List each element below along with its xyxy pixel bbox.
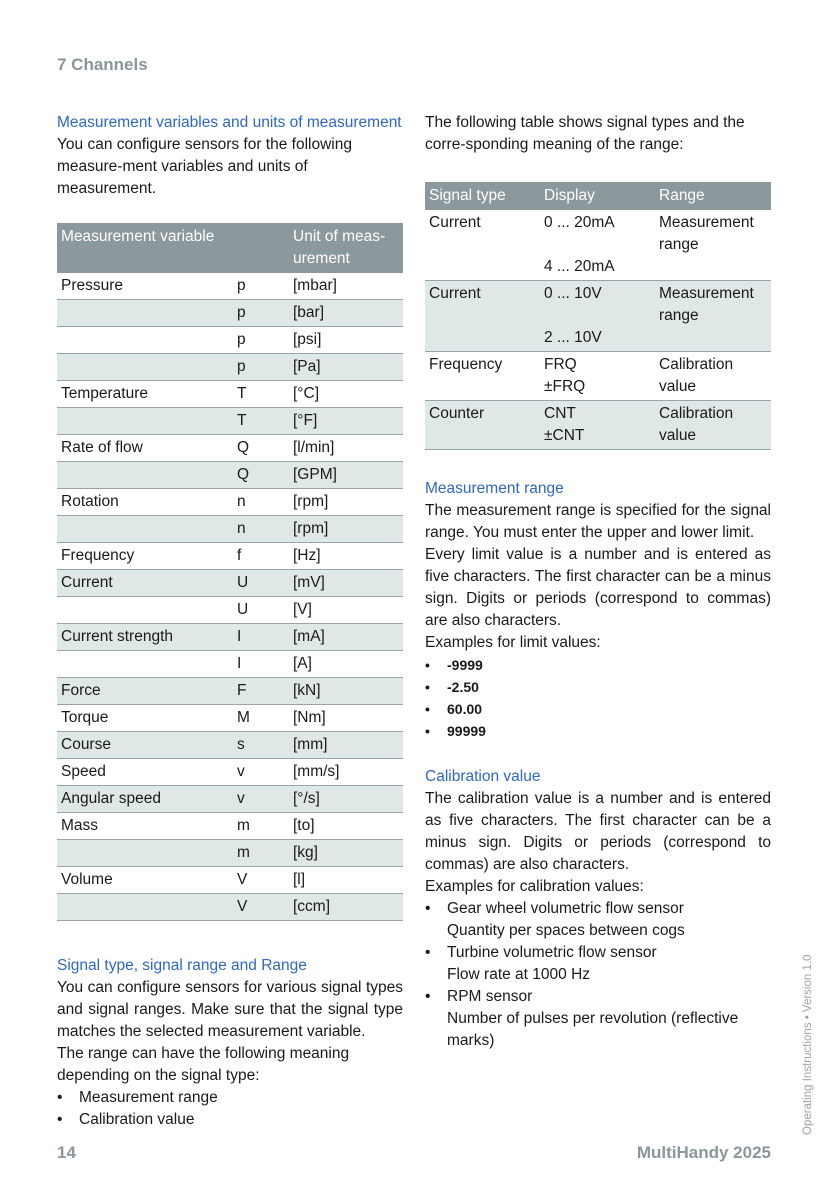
table-row (57, 300, 403, 327)
list-item: • -9999 (425, 654, 771, 676)
cell-symbol: f (233, 543, 289, 570)
cell-variable (57, 894, 233, 921)
bullet-icon: • (425, 944, 431, 961)
cell-signal-type: Current (425, 281, 540, 352)
cell-unit: [to] (289, 813, 403, 840)
display-value: 0 ... 10V (544, 285, 602, 302)
cell-variable: Pressure (57, 273, 233, 300)
table-row (57, 597, 403, 624)
bullet-icon: • (425, 657, 430, 673)
table-row (57, 435, 403, 462)
cell-symbol: I (233, 651, 289, 678)
table-row (57, 624, 403, 651)
cell-variable: Speed (57, 759, 233, 786)
cell-symbol: T (233, 381, 289, 408)
cell-variable: Rotation (57, 489, 233, 516)
section-text-variables: You can configure sensors for the following measure-ment variables and units of measurement. (57, 136, 352, 197)
cell-variable (57, 408, 233, 435)
cell-variable: Volume (57, 867, 233, 894)
table-row (57, 489, 403, 516)
page-number: 14 (57, 1143, 76, 1162)
cell-signal-type: Current (425, 210, 540, 281)
list-item: • Measurement range (57, 1087, 403, 1109)
left-column (57, 112, 403, 1131)
display-value: ±FRQ (544, 378, 586, 395)
calibration-text-2: Examples for calibration values: (425, 878, 644, 895)
cell-unit: [mV] (289, 570, 403, 597)
cell-unit: [mm/s] (289, 759, 403, 786)
table-header-variable: Measurement variable (57, 223, 233, 273)
cell-symbol: U (233, 570, 289, 597)
cell-variable: Mass (57, 813, 233, 840)
cell-display (540, 281, 655, 352)
cell-symbol: v (233, 759, 289, 786)
signal-table-body (425, 210, 771, 450)
table-row (57, 813, 403, 840)
range-meaning-list (57, 1087, 403, 1131)
display-value: ±CNT (544, 427, 585, 444)
cell-unit: [Pa] (289, 354, 403, 381)
table-row (57, 273, 403, 300)
table-row (57, 705, 403, 732)
section-heading-variables: Measurement variables and units of measurement (57, 114, 402, 131)
display-value: FRQ (544, 356, 577, 373)
measurement-range-text-3: Examples for limit values: (425, 634, 601, 651)
cell-display (540, 210, 655, 281)
cell-variable (57, 516, 233, 543)
signal-table (425, 182, 771, 450)
table-row (57, 354, 403, 381)
cell-unit: [rpm] (289, 516, 403, 543)
table-row (57, 732, 403, 759)
cell-variable (57, 354, 233, 381)
table-row (57, 786, 403, 813)
calibration-examples-list (425, 898, 771, 1052)
cell-display (540, 352, 655, 401)
cell-variable: Rate of flow (57, 435, 233, 462)
cell-symbol: M (233, 705, 289, 732)
cell-unit: [kN] (289, 678, 403, 705)
cell-symbol: p (233, 273, 289, 300)
variables-table (57, 223, 403, 921)
section-text-signal-2: The range can have the following meaning depending on the signal type: (57, 1045, 350, 1084)
table-row (57, 840, 403, 867)
table-header-signal-type: Signal type (425, 182, 540, 210)
section-text-signal-1: You can configure sensors for various signal types and signal ranges. Make sure that the signal type matches the selected measurement variable. (57, 979, 403, 1040)
display-value: 4 ... 20mA (544, 258, 615, 275)
list-item: • -2.50 (425, 676, 771, 698)
cell-symbol: U (233, 597, 289, 624)
cell-signal-type: Counter (425, 401, 540, 450)
cell-symbol: I (233, 624, 289, 651)
cell-unit: [°/s] (289, 786, 403, 813)
table-row (57, 651, 403, 678)
cell-symbol: m (233, 840, 289, 867)
bullet-icon: • (425, 723, 430, 739)
cell-variable (57, 462, 233, 489)
cell-unit: [Nm] (289, 705, 403, 732)
table-row (425, 401, 771, 450)
table-row (57, 867, 403, 894)
list-item: • 99999 (425, 720, 771, 742)
cell-range: Measurement range (655, 281, 771, 352)
calibration-text-1: The calibration value is a number and is entered as five characters. The first character can be a minus sign. Digits or periods (correspond to commas) are also characters. (425, 790, 771, 873)
chapter-title: 7 Channels (57, 55, 148, 74)
cell-variable (57, 327, 233, 354)
cell-symbol: m (233, 813, 289, 840)
cell-range: Calibration value (655, 401, 771, 450)
document-version: Operating Instructions • Version 1.0 (802, 954, 814, 1135)
cell-symbol: Q (233, 435, 289, 462)
list-item: • Turbine volumetric flow sensor Flow rate at 1000 Hz (425, 944, 657, 983)
table-header-range: Range (655, 182, 771, 210)
cell-unit: [rpm] (289, 489, 403, 516)
bullet-icon: • (425, 988, 431, 1005)
table-row (57, 543, 403, 570)
table-row (57, 408, 403, 435)
cell-unit: [V] (289, 597, 403, 624)
cell-symbol: F (233, 678, 289, 705)
list-item: • RPM sensor Number of pulses per revolution (reflective marks) (425, 988, 739, 1049)
cell-range: Measurement range (655, 210, 771, 281)
measurement-range-text-2: Every limit value is a number and is entered as five characters. The first character can be a minus sign. Digits or periods (correspond to commas) are also characters. (425, 546, 771, 629)
table-row (57, 381, 403, 408)
cell-variable: Force (57, 678, 233, 705)
bullet-icon: • (425, 701, 430, 717)
cell-unit: [l] (289, 867, 403, 894)
cell-unit: [°C] (289, 381, 403, 408)
cell-symbol: p (233, 354, 289, 381)
cell-variable (57, 300, 233, 327)
cell-unit: [A] (289, 651, 403, 678)
table-header-symbol (233, 223, 289, 273)
table-header-display: Display (540, 182, 655, 210)
cell-unit: [°F] (289, 408, 403, 435)
section-heading-calibration: Calibration value (425, 768, 541, 785)
bullet-icon: • (425, 679, 430, 695)
section-heading-measurement-range: Measurement range (425, 480, 564, 497)
cell-variable (57, 840, 233, 867)
cell-unit: [bar] (289, 300, 403, 327)
list-item: • Gear wheel volumetric flow sensor Quantity per spaces between cogs (425, 900, 685, 939)
cell-variable: Current strength (57, 624, 233, 651)
cell-symbol: V (233, 867, 289, 894)
bullet-icon: • (57, 1089, 63, 1106)
table-row (425, 352, 771, 401)
cell-unit: [ccm] (289, 894, 403, 921)
section-heading-signal: Signal type, signal range and Range (57, 957, 307, 974)
table-header-unit: Unit of meas-urement (289, 223, 403, 273)
bullet-icon: • (57, 1111, 63, 1128)
cell-variable: Torque (57, 705, 233, 732)
table-row (57, 462, 403, 489)
cell-symbol: V (233, 894, 289, 921)
cell-unit: [mbar] (289, 273, 403, 300)
cell-symbol: s (233, 732, 289, 759)
table-row (57, 516, 403, 543)
cell-symbol: v (233, 786, 289, 813)
cell-symbol: p (233, 300, 289, 327)
cell-signal-type: Frequency (425, 352, 540, 401)
table-row (57, 678, 403, 705)
display-value: 0 ... 20mA (544, 214, 615, 231)
cell-symbol: n (233, 516, 289, 543)
display-value: CNT (544, 405, 576, 422)
signal-table-intro: The following table shows signal types and the corre-sponding meaning of the range: (425, 114, 745, 153)
cell-variable: Current (57, 570, 233, 597)
table-row (57, 894, 403, 921)
cell-symbol: p (233, 327, 289, 354)
cell-variable: Frequency (57, 543, 233, 570)
list-item: • 60.00 (425, 698, 771, 720)
table-row (57, 327, 403, 354)
variables-table-body (57, 273, 403, 921)
cell-symbol: Q (233, 462, 289, 489)
cell-symbol: n (233, 489, 289, 516)
list-item: • Calibration value (57, 1109, 403, 1131)
table-row (57, 759, 403, 786)
table-row (425, 281, 771, 352)
bullet-icon: • (425, 900, 431, 917)
right-column (425, 112, 771, 1052)
display-value: 2 ... 10V (544, 329, 602, 346)
table-row (57, 570, 403, 597)
cell-range: Calibration value (655, 352, 771, 401)
cell-variable (57, 651, 233, 678)
cell-variable: Course (57, 732, 233, 759)
limit-examples-list (425, 654, 771, 742)
cell-unit: [mA] (289, 624, 403, 651)
cell-symbol: T (233, 408, 289, 435)
cell-unit: [l/min] (289, 435, 403, 462)
cell-unit: [GPM] (289, 462, 403, 489)
cell-variable: Temperature (57, 381, 233, 408)
cell-variable (57, 597, 233, 624)
cell-unit: [kg] (289, 840, 403, 867)
cell-unit: [psi] (289, 327, 403, 354)
cell-variable: Angular speed (57, 786, 233, 813)
measurement-range-text-1: The measurement range is specified for the signal range. You must enter the upper and lower limit. (425, 502, 771, 541)
table-row (425, 210, 771, 281)
cell-unit: [Hz] (289, 543, 403, 570)
product-name: MultiHandy 2025 (636, 1143, 771, 1162)
cell-unit: [mm] (289, 732, 403, 759)
cell-display (540, 401, 655, 450)
